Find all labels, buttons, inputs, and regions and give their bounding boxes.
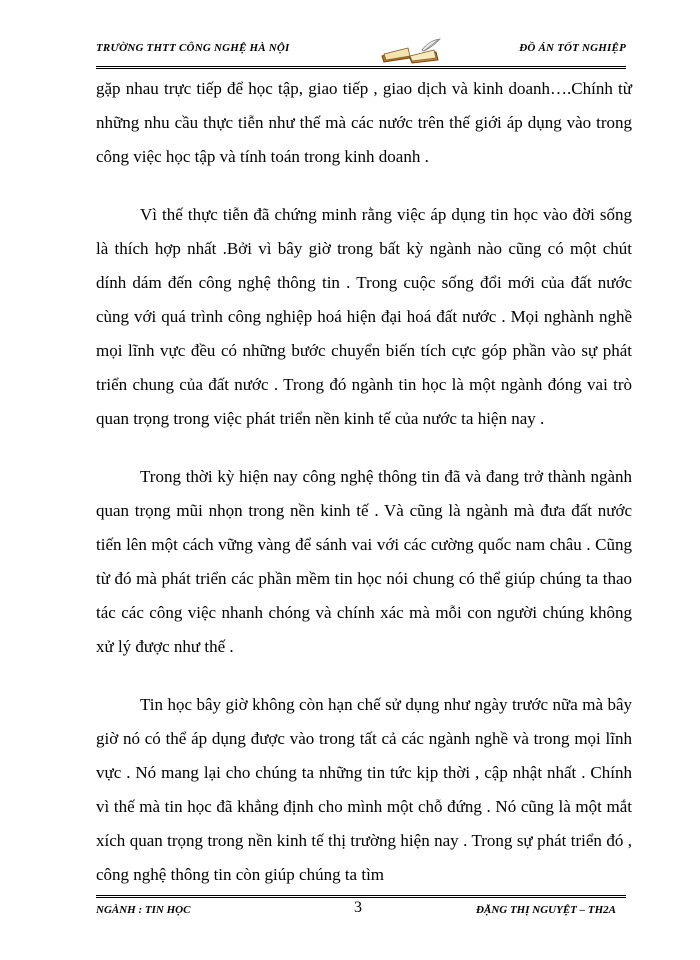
page-header <box>96 38 626 68</box>
paragraph: Trong thời kỳ hiện nay công nghệ thông tin đã và đang trở thành ngành quan trọng mũi nhọn trong nền kinh tế . Và cũng là ngành mà đưa đất nước tiến lên một cách vững vàng để sánh vai với các cường quốc nam châu . Cũng từ đó mà phát triển các phần mềm tin học nói chung có thể giúp chúng ta thao tác các công việc nhanh chóng và chính xác mà mỗi con người chúng không xử lý được như thế . <box>96 467 632 656</box>
header-divider <box>96 66 626 69</box>
paragraph: gặp nhau trực tiếp để học tập, giao tiếp , giao dịch và kinh doanh….Chính từ những nhu cầu thực tiễn như thế mà các nước trên thế giới áp dụng vào trong công việc học tập và tính toán trong kinh doanh . <box>96 79 632 166</box>
footer-author: ĐẶNG THỊ NGUYỆT – TH2A <box>476 904 616 916</box>
book-icon <box>378 38 442 64</box>
header-school-name: TRƯỜNG THTT CÔNG NGHỆ HÀ NỘI <box>96 42 290 54</box>
paragraph: Vì thế thực tiễn đã chứng minh rằng việc áp dụng tin học vào đời sống là thích hợp nhất .Bởi vì bây giờ trong bất kỳ ngành nào cũng có một chút dính dám đến công nghệ thông tin . Trong cuộc sống đổi mới của đất nước cùng với quá trình công nghiệp hoá hiện đại hoá đất nước . Mọi nghành nghề mọi lĩnh vực đều có những bước chuyển biến tích cực góp phần vào sự phát triển chung của đất nước . Trong đó ngành tin học là một ngành đóng vai trò quan trọng trong việc phát triển nền kinh tế của nước ta hiện nay . <box>96 205 632 428</box>
page-number: 3 <box>354 899 362 916</box>
header-document-title: ĐỒ ÁN TỐT NGHIỆP <box>519 42 626 54</box>
body-text <box>96 72 632 892</box>
footer-major: NGÀNH : TIN HỌC <box>96 904 191 916</box>
footer-divider <box>96 895 626 898</box>
paragraph: Tin học bây giờ không còn hạn chế sử dụng như ngày trước nữa mà bây giờ nó có thể áp dụng được vào trong tất cả các ngành nghề và trong mọi lĩnh vực . Nó mang lại cho chúng ta những tin tức kịp thời , cập nhật nhất . Chính vì thế mà tin học đã khẳng định cho mình một chỗ đứng . Nó cũng là một mắt xích quan trọng trong nền kinh tế thị trường hiện nay . Trong sự phát triển đó , công nghệ thông tin còn giúp chúng ta tìm <box>96 695 632 884</box>
